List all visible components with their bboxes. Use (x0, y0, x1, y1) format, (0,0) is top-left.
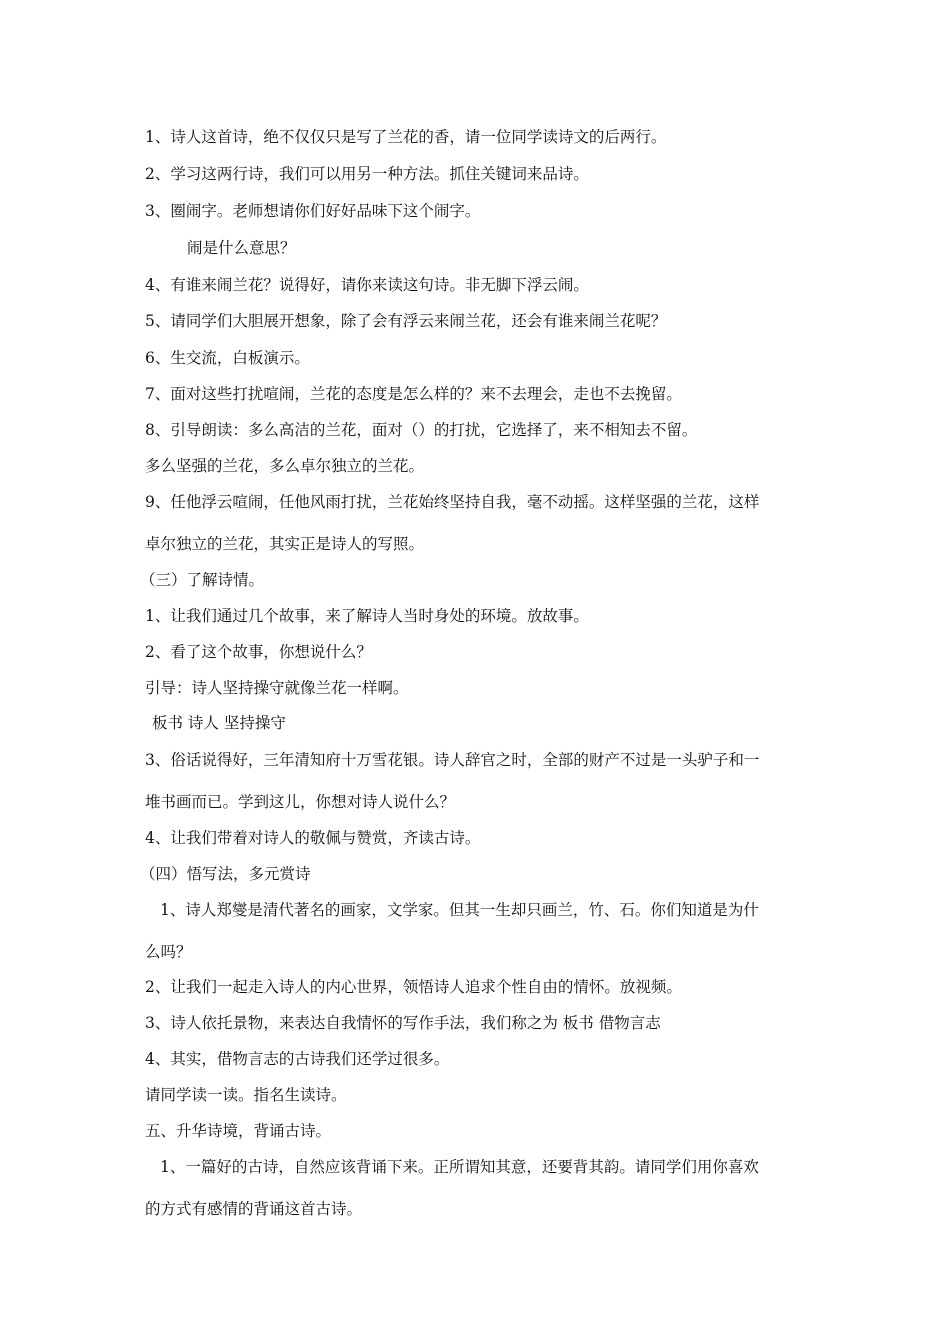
text-line: 4、有谁来闹兰花？说得好，请你来读这句诗。非无脚下浮云闹。 (145, 276, 589, 294)
text-line: 的方式有感情的背诵这首古诗。 (145, 1200, 363, 1218)
text-line: 6、生交流，白板演示。 (145, 349, 310, 367)
text-line: 多么坚强的兰花，多么卓尔独立的兰花。 (145, 457, 425, 475)
text-line: 么吗？ (145, 943, 192, 961)
text-line: 闹是什么意思？ (187, 239, 296, 257)
text-line: 9、任他浮云喧闹，任他风雨打扰，兰花始终坚持自我，毫不动摇。这样坚强的兰花，这样 (145, 493, 760, 511)
text-line: 4、让我们带着对诗人的敬佩与赞赏，齐读古诗。 (145, 829, 481, 847)
text-line: 5、请同学们大胆展开想象，除了会有浮云来闹兰花，还会有谁来闹兰花呢？ (145, 312, 667, 330)
text-line: 3、诗人依托景物，来表达自我情怀的写作手法，我们称之为 板书 借物言志 (145, 1014, 661, 1032)
text-line: 4、其实，借物言志的古诗我们还学过很多。 (145, 1050, 450, 1068)
text-line: 2、看了这个故事，你想说什么？ (145, 643, 372, 661)
text-line: 卓尔独立的兰花，其实正是诗人的写照。 (145, 535, 425, 553)
section-heading: （四）悟写法，多元赏诗 (140, 865, 311, 883)
text-line: 2、让我们一起走入诗人的内心世界，领悟诗人追求个性自由的情怀。放视频。 (145, 978, 682, 996)
text-line: 3、俗话说得好，三年清知府十万雪花银。诗人辞官之时，全部的财产不过是一头驴子和一 (145, 751, 760, 769)
text-line: 2、学习这两行诗，我们可以用另一种方法。抓住关键词来品诗。 (145, 165, 589, 183)
text-line: 8、引导朗读：多么高洁的兰花，面对（）的打扰，它选择了，来不相知去不留。 (145, 421, 698, 439)
text-line: 1、让我们通过几个故事，来了解诗人当时身处的环境。放故事。 (145, 607, 589, 625)
section-heading: 五、升华诗境，背诵古诗。 (145, 1122, 332, 1140)
text-line: 1、一篇好的古诗，自然应该背诵下来。正所谓知其意，还要背其韵。请同学们用你喜欢 (160, 1158, 759, 1176)
text-line: 7、面对这些打扰喧闹，兰花的态度是怎么样的？来不去理会，走也不去挽留。 (145, 385, 682, 403)
section-heading: （三）了解诗情。 (140, 571, 265, 589)
text-line: 请同学读一读。指名生读诗。 (145, 1086, 347, 1104)
text-line: 1、诗人郑燮是清代著名的画家，文学家。但其一生却只画兰，竹、石。你们知道是为什 (160, 901, 759, 919)
text-line: 引导：诗人坚持操守就像兰花一样啊。 (145, 679, 409, 697)
text-line: 1、诗人这首诗，绝不仅仅只是写了兰花的香，请一位同学读诗文的后两行。 (145, 128, 667, 146)
text-line: 板书 诗人 坚持操守 (152, 714, 286, 732)
text-line: 3、圈闹字。老师想请你们好好品味下这个闹字。 (145, 202, 481, 220)
text-line: 堆书画而已。学到这儿，你想对诗人说什么？ (145, 793, 456, 811)
